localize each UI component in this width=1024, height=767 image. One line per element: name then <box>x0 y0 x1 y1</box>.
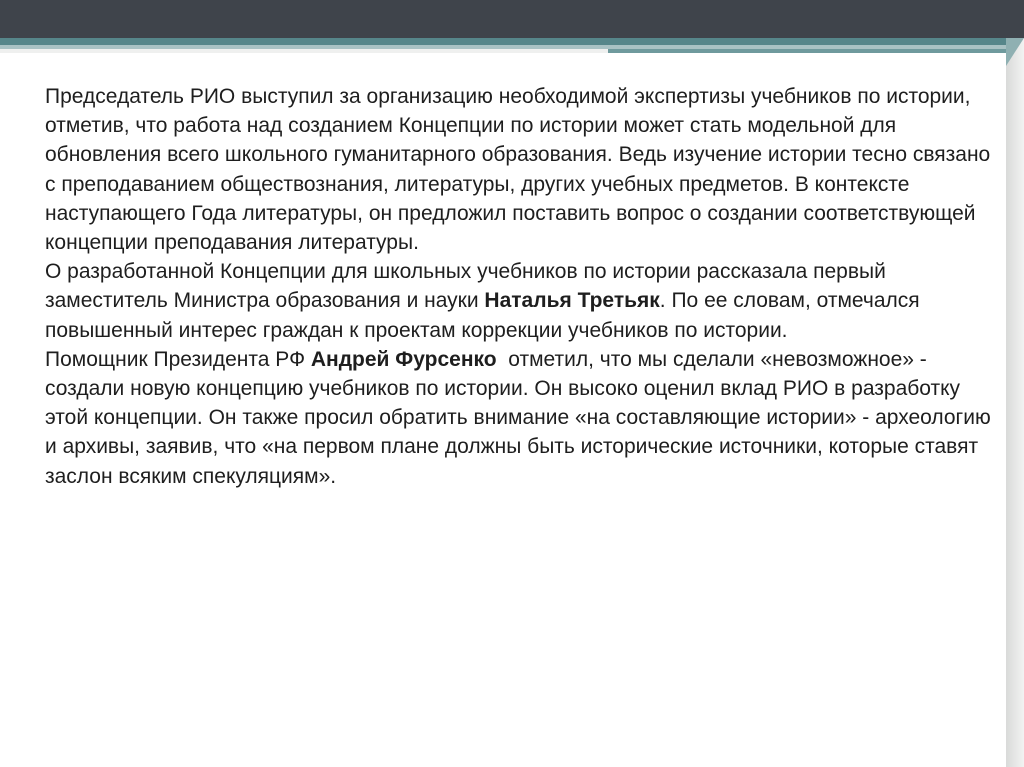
paragraph-text: отметил, что мы сделали «невозможное» - создали новую концепцию учебников по истории. Он высоко оценил вклад РИО в разработку этой концепции. Он также просил обратить внимание «на составляющие истории» - археологию и архивы, заявив, что «на первом плане должны быть исторические источники, которые ставят заслон всяким спекуляциям». <box>45 347 997 488</box>
paragraph-text: . По ее словам, отмечался повышенный интерес граждан к проектам коррекции учебников по истории. <box>45 289 920 342</box>
paragraph-rio-chairman: Председатель РИО выступил за организацию необходимой экспертизы учебников по истории, отметив, что работа над созданием Концепции по истории может стать модельной для обновления всего школьного гуманитарного образования. Ведь изучение истории тесно связано с преподаванием обществознания, литературы, других учебных предметов. В контексте наступающего Года литературы, он предложил поставить вопрос о создании соответствующей концепции преподавания литературы. <box>45 85 991 255</box>
header-accent-bar <box>0 38 1006 45</box>
paragraph-fursenko <box>45 345 995 491</box>
paragraph-text: О разработанной Концепции для школьных учебников по истории рассказала первый заместитель Министра образования и науки <box>45 260 886 313</box>
person-name-tretyak: Наталья Третьяк <box>484 289 660 313</box>
paragraph-text: Помощник Президента РФ <box>45 347 311 371</box>
paragraph-tretyak <box>45 257 995 345</box>
page-corner-fold <box>1006 38 1024 66</box>
header-band <box>0 0 1024 38</box>
slide-body-text <box>45 82 995 491</box>
page-right-edge <box>1006 38 1024 767</box>
person-name-fursenko: Андрей Фурсенко <box>310 347 497 371</box>
